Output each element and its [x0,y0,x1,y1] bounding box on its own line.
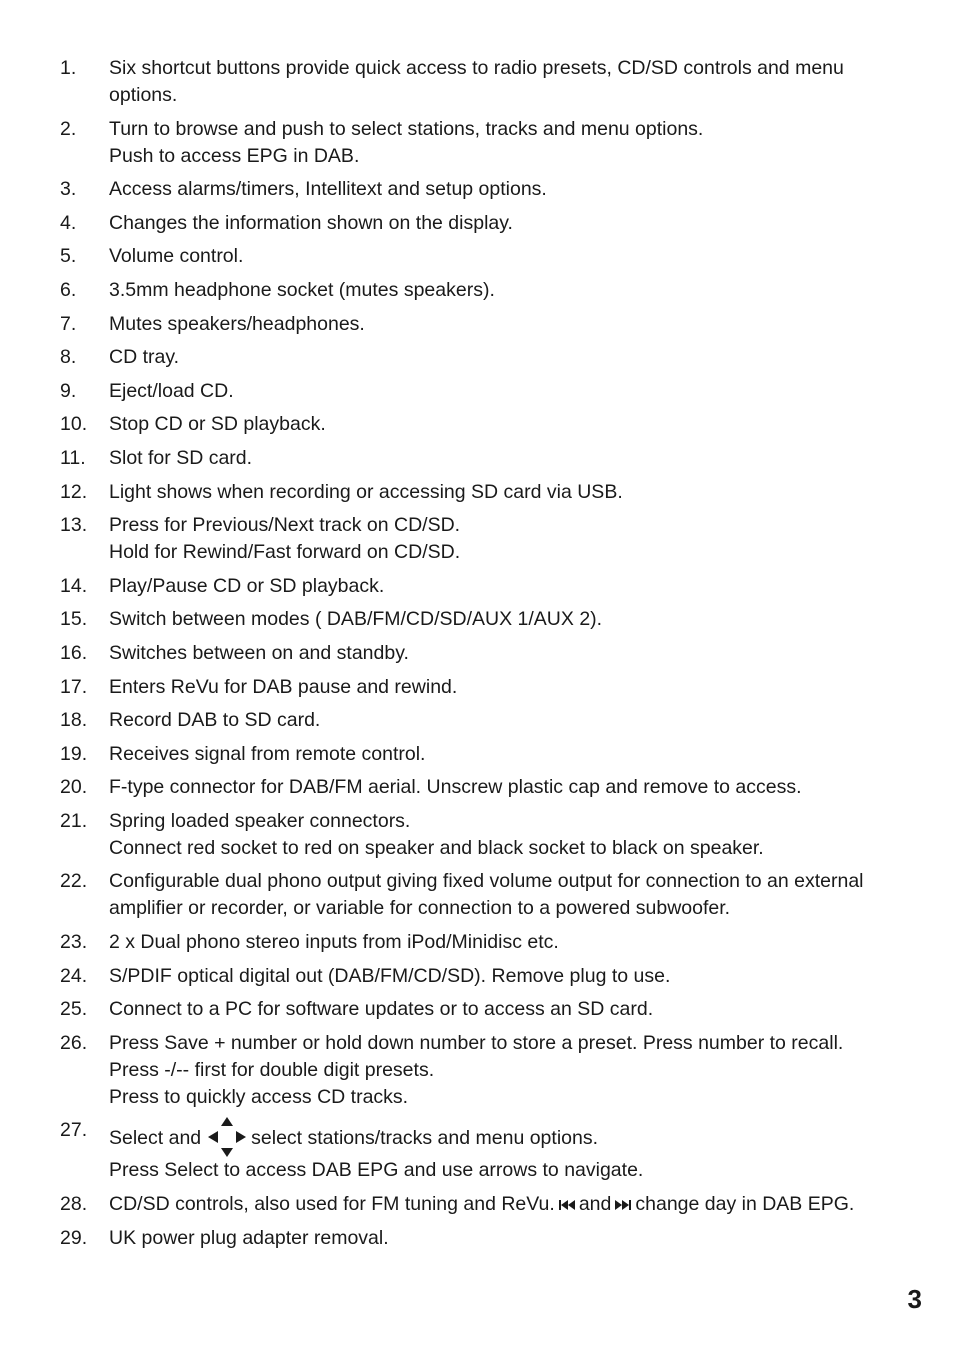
item-text [109,640,880,667]
item-number: 10. [60,413,88,436]
list-item-3 [60,176,880,203]
list-item-14 [60,573,880,600]
item-text [109,311,880,338]
item-number: 11. [60,446,86,469]
item-line: Stop CD or SD playback. [109,413,326,436]
item-text-fragment: Select and [109,1127,202,1150]
item-number: 26. [60,1031,88,1054]
item-number: 29. [60,1226,88,1249]
item-line: 2 x Dual phono stereo inputs from iPod/Minidisc etc. [109,931,559,954]
item-text [109,674,880,701]
item-text [109,868,880,922]
previous-track-icon [558,1199,576,1211]
item-number: 12. [60,480,88,503]
item-line: Enters ReVu for DAB pause and rewind. [109,675,458,698]
item-line: Turn to browse and push to select stations, tracks and menu options. [109,117,704,140]
item-number: 14. [60,574,88,597]
item-text [109,996,880,1023]
item-text [109,573,880,600]
list-item-24 [60,963,880,990]
item-number: 4. [60,211,77,234]
item-number: 25. [60,998,88,1021]
list-item-11 [60,445,880,472]
item-line: S/PDIF optical digital out (DAB/FM/CD/SD). Remove plug to use. [109,964,671,987]
item-line: Switches between on and standby. [109,641,409,664]
list-item-16 [60,640,880,667]
item-line: amplifier or recorder, or variable for connection to a powered subwoofer. [109,897,731,920]
list-item-13 [60,512,880,566]
item-number: 16. [60,641,88,664]
item-text [109,411,880,438]
item-line: UK power plug adapter removal. [109,1226,389,1249]
item-line: Mutes speakers/headphones. [109,312,365,335]
item-text [109,55,880,109]
list-item-7 [60,311,880,338]
list-item-8 [60,344,880,371]
item-number: 23. [60,931,88,954]
item-text [109,512,880,566]
item-line: Record DAB to SD card. [109,709,321,732]
item-text [109,963,880,990]
item-line: Connect to a PC for software updates or to access an SD card. [109,998,654,1021]
item-text [109,1030,880,1111]
item-text-fragment: CD/SD controls, also used for FM tuning and ReVu. [109,1193,555,1216]
item-number: 5. [60,245,77,268]
item-number: 2. [60,117,77,140]
item-line: Volume control. [109,245,244,268]
item-line: Configurable dual phono output giving fixed volume output for connection to an external [109,870,864,893]
item-line: Eject/load CD. [109,379,234,402]
list-item-25 [60,996,880,1023]
list-item-26 [60,1030,880,1111]
item-text [109,606,880,633]
page-number: 3 [907,1284,922,1314]
item-text [109,176,880,203]
list-item-2 [60,116,880,170]
list-item-5 [60,243,880,270]
item-number: 15. [60,608,88,631]
item-number: 1. [60,57,77,79]
item-line [109,1191,880,1218]
item-line: Press Save + number or hold down number to store a preset. Press number to recall. [109,1031,844,1054]
item-text [109,243,880,270]
item-line: Receives signal from remote control. [109,742,426,765]
item-line: Play/Pause CD or SD playback. [109,574,385,597]
list-item-4 [60,210,880,237]
item-line: Push to access EPG in DAB. [109,144,360,167]
item-text [109,344,880,371]
item-line: Connect red socket to red on speaker and black socket to black on speaker. [109,836,764,859]
item-line: options. [109,84,178,106]
list-item-29 [60,1225,880,1252]
arrow-keys-icon [205,1117,249,1157]
item-number: 28. [60,1193,88,1216]
item-number: 19. [60,742,88,765]
item-line: Spring loaded speaker connectors. [109,809,411,832]
item-text [109,707,880,734]
item-text [109,277,880,304]
item-text [109,445,880,472]
list-item-22 [60,868,880,922]
item-text [109,1117,880,1184]
item-line: Light shows when recording or accessing SD card via USB. [109,480,623,503]
list-item-17 [60,674,880,701]
item-number: 13. [60,514,88,537]
list-item-20 [60,774,880,801]
list-item-28 [60,1191,880,1218]
item-number: 18. [60,709,88,732]
item-text [109,774,880,801]
list-item-12 [60,479,880,506]
item-line: Switch between modes ( DAB/FM/CD/SD/AUX 1/AUX 2). [109,608,603,631]
item-text-fragment: change day in DAB EPG. [635,1193,855,1216]
item-number: 17. [60,675,88,698]
list-item-23 [60,929,880,956]
item-text [109,1191,880,1218]
item-text [109,1225,880,1252]
item-number: 24. [60,964,88,987]
item-line: Slot for SD card. [109,446,253,469]
item-line: Press -/-- first for double digit presets. [109,1058,435,1081]
item-line: Press for Previous/Next track on CD/SD. [109,514,461,537]
item-text [109,479,880,506]
item-line: CD tray. [109,346,180,369]
item-number: 21. [60,809,88,832]
item-line: Access alarms/timers, Intellitext and setup options. [109,178,547,201]
item-line [109,1117,880,1157]
list-item-6 [60,277,880,304]
item-text [109,116,880,170]
item-text-fragment: and [578,1193,612,1216]
item-line: 3.5mm headphone socket (mutes speakers). [109,278,495,301]
item-number: 20. [60,776,88,799]
item-text [109,210,880,237]
list-item-1 [60,55,880,109]
item-line: Six shortcut buttons provide quick access to radio presets, CD/SD controls and menu [109,57,844,79]
list-item-10 [60,411,880,438]
list-item-9 [60,378,880,405]
item-number: 22. [60,870,88,893]
item-number: 27. [60,1119,88,1142]
item-number: 6. [60,278,77,301]
list-item-15 [60,606,880,633]
numbered-list [60,55,880,1258]
item-number: 9. [60,379,77,402]
list-item-27 [60,1117,880,1184]
item-number: 7. [60,312,77,335]
item-line: Press Select to access DAB EPG and use arrows to navigate. [109,1159,644,1182]
list-item-18 [60,707,880,734]
next-track-icon [614,1199,632,1211]
item-line: Press to quickly access CD tracks. [109,1085,409,1108]
item-text [109,378,880,405]
item-text [109,808,880,862]
item-number: 3. [60,178,77,201]
item-line: F-type connector for DAB/FM aerial. Unscrew plastic cap and remove to access. [109,776,802,799]
item-text [109,929,880,956]
list-item-19 [60,741,880,768]
item-number: 8. [60,346,77,369]
item-text-fragment: select stations/tracks and menu options. [251,1127,599,1150]
item-line: Changes the information shown on the display. [109,211,513,234]
item-text [109,741,880,768]
list-item-21 [60,808,880,862]
item-line: Hold for Rewind/Fast forward on CD/SD. [109,541,461,564]
